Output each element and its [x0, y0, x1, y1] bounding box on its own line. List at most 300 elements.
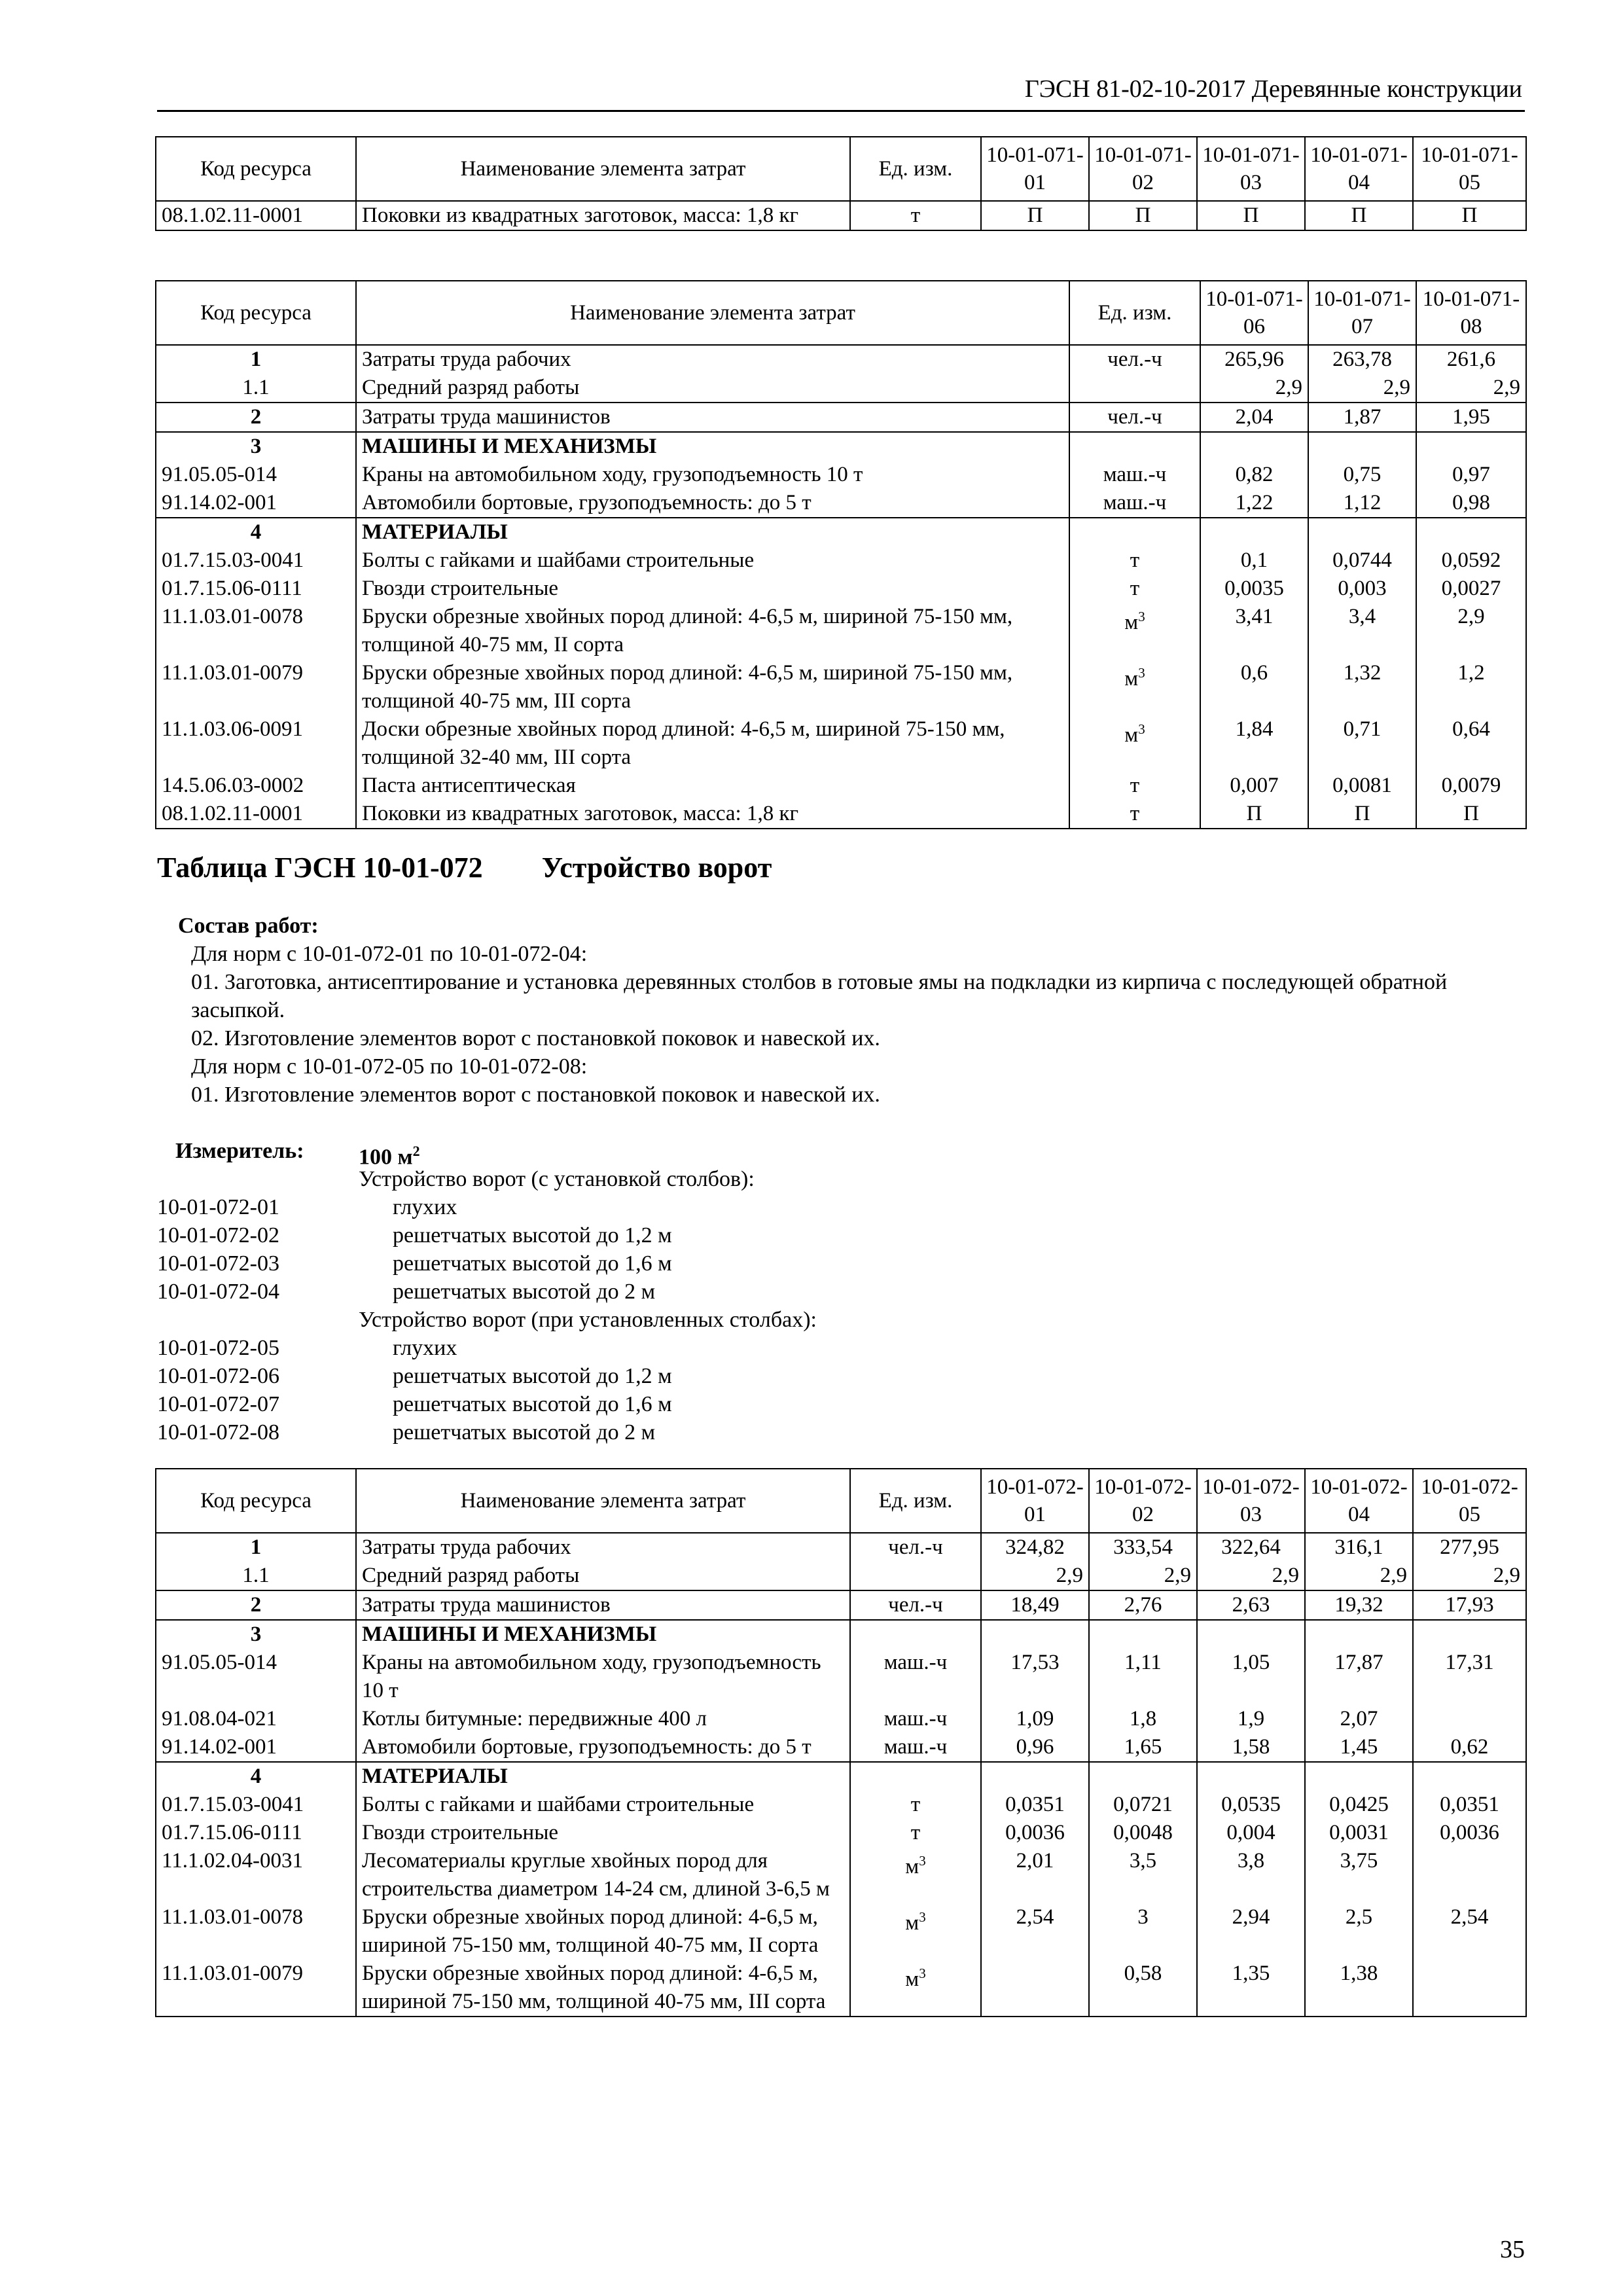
unit	[1069, 772, 1200, 800]
column-header: 10-01-072-03	[1197, 1469, 1305, 1533]
resource-name: Затраты труда рабочих	[356, 1533, 850, 1562]
value-cell: 1,32	[1308, 659, 1416, 715]
value-cell: 0,6	[1200, 659, 1308, 715]
resource-name: Затраты труда рабочих	[356, 345, 1069, 374]
column-header: Наименование элемента затрат	[356, 1469, 850, 1533]
value-cell: 0,0721	[1089, 1791, 1197, 1819]
unit-text: т	[1130, 802, 1140, 825]
value-cell: 0,1	[1200, 547, 1308, 575]
value-cell	[1197, 1762, 1305, 1791]
value-cell: 2,54	[981, 1903, 1089, 1960]
resource-name: Котлы битумные: передвижные 400 л	[356, 1705, 850, 1733]
work-composition	[175, 912, 1524, 1109]
resource-code: 91.14.02-001	[156, 489, 356, 518]
value-cell: 1,38	[1305, 1960, 1413, 2017]
table-header-row	[156, 1469, 1526, 1533]
value-cell: 3	[1089, 1903, 1197, 1960]
unit-text: маш.-ч	[883, 1735, 948, 1759]
table-body	[156, 281, 1526, 829]
unit	[850, 1649, 981, 1705]
column-header: 10-01-071-01	[981, 137, 1089, 201]
table-title: Устройство ворот	[541, 852, 772, 884]
unit	[850, 1733, 981, 1762]
unit	[850, 1960, 981, 2017]
resource-code: 01.7.15.06-0111	[156, 575, 356, 603]
value-cell: 1,2	[1416, 659, 1526, 715]
composition-line: Для норм с 10-01-072-01 по 10-01-072-04:	[191, 942, 588, 966]
value-cell: 1,45	[1305, 1733, 1413, 1762]
unit	[850, 1847, 981, 1903]
measure-unit: 100 $м^2$	[359, 1143, 420, 1170]
resource-code: 91.14.02-001	[156, 1733, 356, 1762]
unit	[850, 1620, 981, 1649]
norm-description: глухих	[393, 1336, 457, 1360]
running-header	[157, 72, 1525, 112]
table-body	[156, 137, 1526, 230]
value-cell: 0,0351	[981, 1791, 1089, 1819]
unit	[1069, 345, 1200, 374]
value-cell: 3,5	[1089, 1847, 1197, 1903]
unit-exponent: 3	[1138, 721, 1145, 737]
composition-line: 01. Заготовка, антисептирование и установка деревянных столбов в готовые ямы на подкладки из кирпича с последующей обратной засыпкой.	[191, 970, 1448, 1022]
value-cell: 2,9	[1416, 374, 1526, 403]
column-header: Код ресурса	[156, 1469, 356, 1533]
value-cell: 261,6	[1416, 345, 1526, 374]
resource-code: 11.1.03.06-0091	[156, 715, 356, 772]
value-cell	[1413, 1847, 1526, 1903]
resource-name: Лесоматериалы круглые хвойных пород для строительства диаметром 14-24 см, длиной 3-6,5 м	[356, 1847, 850, 1903]
table-row	[156, 1705, 1526, 1733]
resource-code: 08.1.02.11-0001	[156, 800, 356, 829]
value-cell: 2,9	[981, 1562, 1089, 1590]
value-cell: 0,007	[1200, 772, 1308, 800]
value-cell: 3,75	[1305, 1847, 1413, 1903]
unit-exponent: 3	[1138, 665, 1145, 681]
column-header: 10-01-072-02	[1089, 1469, 1197, 1533]
composition-line: 02. Изготовление элементов ворот с постановкой поковок и навеской их.	[191, 1026, 880, 1050]
value-cell	[1413, 1960, 1526, 2017]
norm-description: глухих	[393, 1195, 457, 1219]
resource-code: 11.1.03.01-0079	[156, 659, 356, 715]
value-cell: 3,8	[1197, 1847, 1305, 1903]
value-cell	[1089, 1620, 1197, 1649]
unit	[850, 1791, 981, 1819]
value-cell: 0,64	[1416, 715, 1526, 772]
value-cell: 2,9	[1089, 1562, 1197, 1590]
resource-code: 4	[156, 518, 356, 547]
value-cell: 2,94	[1197, 1903, 1305, 1960]
resource-code: 3	[156, 432, 356, 461]
value-cell: 17,31	[1413, 1649, 1526, 1705]
value-cell: 0,96	[981, 1733, 1089, 1762]
value-cell: 324,82	[981, 1533, 1089, 1562]
resource-name: МАШИНЫ И МЕХАНИЗМЫ	[356, 1620, 850, 1649]
resource-name: Средний разряд работы	[356, 374, 1069, 403]
value-cell: 0,58	[1089, 1960, 1197, 2017]
value-cell: 1,05	[1197, 1649, 1305, 1705]
table-row	[156, 1762, 1526, 1791]
resource-name: Поковки из квадратных заготовок, масса: 1,8 кг	[356, 201, 850, 230]
running-header-title: ГЭСН 81-02-10-2017 Деревянные конструкции	[1024, 75, 1522, 103]
value-cell: 2,01	[981, 1847, 1089, 1903]
unit	[850, 1903, 981, 1960]
unit-exponent: 3	[1138, 609, 1145, 624]
value-cell: 2,76	[1089, 1590, 1197, 1620]
resource-name: Доски обрезные хвойных пород длиной: 4-6,5 м, шириной 75-150 мм, толщиной 32-40 мм, III сорта	[356, 715, 1069, 772]
composition-heading: Состав работ:	[178, 914, 319, 938]
value-cell: 0,75	[1308, 461, 1416, 489]
norm-description: решетчатых высотой до 2 м	[393, 1420, 656, 1444]
unit	[850, 1762, 981, 1791]
resource-name: Краны на автомобильном ходу, грузоподъемность 10 т	[356, 461, 1069, 489]
value-cell: 0,0535	[1197, 1791, 1305, 1819]
table-row	[156, 772, 1526, 800]
unit	[1069, 489, 1200, 518]
column-header: 10-01-071-07	[1308, 281, 1416, 345]
value-cell: 17,93	[1413, 1590, 1526, 1620]
norm-description: решетчатых высотой до 1,6 м	[393, 1251, 672, 1276]
table-row	[156, 1903, 1526, 1960]
resource-name: МАТЕРИАЛЫ	[356, 518, 1069, 547]
value-cell: 3,41	[1200, 603, 1308, 659]
value-cell: 265,96	[1200, 345, 1308, 374]
value-cell	[1200, 432, 1308, 461]
norm-description: решетчатых высотой до 2 м	[393, 1280, 656, 1304]
resource-code: 01.7.15.03-0041	[156, 547, 356, 575]
value-cell	[1089, 1762, 1197, 1791]
unit	[1069, 403, 1200, 432]
resource-code: 3	[156, 1620, 356, 1649]
value-cell: 1,58	[1197, 1733, 1305, 1762]
column-header: 10-01-071-05	[1413, 137, 1526, 201]
value-cell: 0,0351	[1413, 1791, 1526, 1819]
column-header: 10-01-072-04	[1305, 1469, 1413, 1533]
column-header: Наименование элемента затрат	[356, 281, 1069, 345]
value-cell: 2,9	[1200, 374, 1308, 403]
value-cell: 0,82	[1200, 461, 1308, 489]
resource-name: Бруски обрезные хвойных пород длиной: 4-6,5 м, шириной 75-150 мм, толщиной 40-75 мм, II сорта	[356, 1903, 850, 1960]
resource-code: 1	[156, 345, 356, 374]
value-cell: 0,0592	[1416, 547, 1526, 575]
table-row	[156, 432, 1526, 461]
table-header-row	[156, 137, 1526, 201]
unit-text: т	[1130, 774, 1140, 797]
table-row	[156, 1590, 1526, 1620]
value-cell	[1305, 1620, 1413, 1649]
unit	[850, 201, 981, 230]
unit-text: т	[1130, 577, 1140, 600]
unit-text: т	[1130, 548, 1140, 572]
value-cell: 0,0744	[1308, 547, 1416, 575]
measure-group-heading: Устройство ворот (при установленных столбах):	[359, 1308, 817, 1332]
value-cell: 0,0036	[981, 1819, 1089, 1847]
resource-name: Затраты труда машинистов	[356, 403, 1069, 432]
value-cell: 1,87	[1308, 403, 1416, 432]
unit-text: т	[910, 204, 921, 227]
resource-table-071-01-05	[155, 136, 1527, 231]
column-header: Наименование элемента затрат	[356, 137, 850, 201]
value-cell	[1416, 518, 1526, 547]
norm-description: решетчатых высотой до 1,2 м	[393, 1364, 672, 1388]
value-cell: 1,22	[1200, 489, 1308, 518]
unit	[1069, 715, 1200, 772]
column-header: 10-01-071-06	[1200, 281, 1308, 345]
table-row	[156, 715, 1526, 772]
unit-text: маш.-ч	[883, 1707, 948, 1731]
resource-name: Поковки из квадратных заготовок, масса: 1,8 кг	[356, 800, 1069, 829]
resource-code: 11.1.03.01-0078	[156, 1903, 356, 1960]
resource-code: 91.08.04-021	[156, 1705, 356, 1733]
value-cell: 1,9	[1197, 1705, 1305, 1733]
value-cell: 17,87	[1305, 1649, 1413, 1705]
unit-text: м	[1124, 611, 1139, 634]
value-cell: 1,65	[1089, 1733, 1197, 1762]
value-cell: 0,0027	[1416, 575, 1526, 603]
value-cell: П	[1416, 800, 1526, 829]
value-cell	[1308, 518, 1416, 547]
unit	[850, 1533, 981, 1562]
unit	[1069, 800, 1200, 829]
unit-text: м	[905, 1967, 919, 1991]
table-header-row	[156, 281, 1526, 345]
table-body	[156, 1469, 1526, 2017]
value-cell	[1197, 1620, 1305, 1649]
value-cell	[1413, 1620, 1526, 1649]
resource-name: Гвозди строительные	[356, 575, 1069, 603]
norm-code: 10-01-072-01	[157, 1195, 279, 1219]
section-title	[157, 851, 772, 884]
unit-text: м	[1124, 723, 1139, 747]
resource-code: 01.7.15.06-0111	[156, 1819, 356, 1847]
unit-text: маш.-ч	[1103, 491, 1167, 514]
resource-name: Краны на автомобильном ходу, грузоподъемность 10 т	[356, 1649, 850, 1705]
resource-name: МАТЕРИАЛЫ	[356, 1762, 850, 1791]
column-header: 10-01-071-04	[1305, 137, 1413, 201]
unit-text: м	[905, 1911, 919, 1935]
value-cell: 0,0048	[1089, 1819, 1197, 1847]
value-cell	[981, 1762, 1089, 1791]
unit-text: т	[910, 1821, 921, 1844]
value-cell	[1416, 432, 1526, 461]
table-row	[156, 345, 1526, 374]
table-row	[156, 201, 1526, 230]
value-cell: 2,9	[1416, 603, 1526, 659]
value-cell: 17,53	[981, 1649, 1089, 1705]
value-cell: 3,4	[1308, 603, 1416, 659]
resource-code: 11.1.03.01-0078	[156, 603, 356, 659]
resource-name: Бруски обрезные хвойных пород длиной: 4-6,5 м, шириной 75-150 мм, толщиной 40-75 мм, III сорта	[356, 1960, 850, 2017]
table-row	[156, 1791, 1526, 1819]
resource-code: 2	[156, 403, 356, 432]
value-cell: 0,004	[1197, 1819, 1305, 1847]
table-row	[156, 575, 1526, 603]
resource-code: 11.1.03.01-0079	[156, 1960, 356, 2017]
norm-code: 10-01-072-02	[157, 1223, 279, 1247]
value-cell: 0,62	[1413, 1733, 1526, 1762]
unit-text: чел.-ч	[888, 1535, 943, 1559]
unit	[1069, 547, 1200, 575]
unit	[850, 1819, 981, 1847]
resource-name: Бруски обрезные хвойных пород длиной: 4-6,5 м, шириной 75-150 мм, толщиной 40-75 мм, III сорта	[356, 659, 1069, 715]
value-cell: 0,98	[1416, 489, 1526, 518]
norm-code: 10-01-072-05	[157, 1336, 279, 1360]
value-cell: 18,49	[981, 1590, 1089, 1620]
unit	[850, 1562, 981, 1590]
table-row	[156, 518, 1526, 547]
table-row	[156, 1649, 1526, 1705]
value-cell	[1413, 1762, 1526, 1791]
value-cell: 1,84	[1200, 715, 1308, 772]
composition-line: Для норм с 10-01-072-05 по 10-01-072-08:	[191, 1054, 588, 1079]
value-cell: П	[981, 201, 1089, 230]
table-row	[156, 1533, 1526, 1562]
value-cell: 0,0425	[1305, 1791, 1413, 1819]
resource-code: 08.1.02.11-0001	[156, 201, 356, 230]
column-header: 10-01-072-01	[981, 1469, 1089, 1533]
norm-code: 10-01-072-07	[157, 1392, 279, 1416]
value-cell: 333,54	[1089, 1533, 1197, 1562]
table-row	[156, 1819, 1526, 1847]
resource-code: 1.1	[156, 1562, 356, 1590]
unit-text: чел.-ч	[888, 1593, 943, 1617]
unit-exponent: 3	[919, 1909, 926, 1925]
column-header: 10-01-071-02	[1089, 137, 1197, 201]
resource-name: Паста антисептическая	[356, 772, 1069, 800]
value-cell: 1,09	[981, 1705, 1089, 1733]
value-cell: 2,5	[1305, 1903, 1413, 1960]
unit	[1069, 461, 1200, 489]
unit	[1069, 659, 1200, 715]
column-header: 10-01-072-05	[1413, 1469, 1526, 1533]
resource-code: 91.05.05-014	[156, 1649, 356, 1705]
value-cell	[1413, 1705, 1526, 1733]
resource-code: 4	[156, 1762, 356, 1791]
column-header: Ед. изм.	[1069, 281, 1200, 345]
unit	[850, 1705, 981, 1733]
value-cell: П	[1308, 800, 1416, 829]
value-cell: П	[1200, 800, 1308, 829]
value-cell: 1,12	[1308, 489, 1416, 518]
resource-code: 2	[156, 1590, 356, 1620]
unit	[1069, 374, 1200, 403]
value-cell: 2,54	[1413, 1903, 1526, 1960]
value-cell: 2,9	[1305, 1562, 1413, 1590]
resource-code: 1	[156, 1533, 356, 1562]
value-cell: 2,63	[1197, 1590, 1305, 1620]
value-cell: 2,07	[1305, 1705, 1413, 1733]
table-row	[156, 1960, 1526, 2017]
column-header: Код ресурса	[156, 137, 356, 201]
resource-table-072-01-05	[155, 1468, 1527, 2017]
value-cell: 0,0079	[1416, 772, 1526, 800]
value-cell: 0,0031	[1305, 1819, 1413, 1847]
table-row	[156, 800, 1526, 829]
resource-name: Болты с гайками и шайбами строительные	[356, 1791, 850, 1819]
value-cell	[981, 1960, 1089, 2017]
value-cell: 0,0035	[1200, 575, 1308, 603]
value-cell	[1200, 518, 1308, 547]
unit-text: маш.-ч	[1103, 463, 1167, 486]
resource-name: Средний разряд работы	[356, 1562, 850, 1590]
unit-text: м	[905, 1855, 919, 1878]
value-cell	[981, 1620, 1089, 1649]
resource-code: 91.05.05-014	[156, 461, 356, 489]
value-cell: 0,97	[1416, 461, 1526, 489]
unit	[1069, 432, 1200, 461]
value-cell	[1308, 432, 1416, 461]
measure-group-heading: Устройство ворот (с установкой столбов):	[359, 1167, 755, 1191]
resource-name: Гвозди строительные	[356, 1819, 850, 1847]
table-row	[156, 1733, 1526, 1762]
value-cell: 2,9	[1308, 374, 1416, 403]
table-row	[156, 1847, 1526, 1903]
value-cell: 263,78	[1308, 345, 1416, 374]
table-row	[156, 489, 1526, 518]
value-cell: 277,95	[1413, 1533, 1526, 1562]
resource-name: Затраты труда машинистов	[356, 1590, 850, 1620]
measure-label: Измеритель:	[175, 1139, 304, 1163]
table-row	[156, 659, 1526, 715]
norm-code: 10-01-072-03	[157, 1251, 279, 1276]
unit	[1069, 603, 1200, 659]
table-row	[156, 547, 1526, 575]
unit-text: маш.-ч	[883, 1651, 948, 1674]
value-cell: П	[1089, 201, 1197, 230]
unit-text: т	[910, 1793, 921, 1816]
table-row	[156, 374, 1526, 403]
value-cell: 0,003	[1308, 575, 1416, 603]
unit-exponent: 3	[919, 1965, 926, 1981]
page-number: 35	[1500, 2236, 1525, 2263]
column-header: Ед. изм.	[850, 1469, 981, 1533]
value-cell: 1,95	[1416, 403, 1526, 432]
composition-line: 01. Изготовление элементов ворот с постановкой поковок и навеской их.	[191, 1083, 880, 1107]
value-cell: П	[1305, 201, 1413, 230]
table-row	[156, 1620, 1526, 1649]
unit	[1069, 575, 1200, 603]
norm-code: 10-01-072-06	[157, 1364, 279, 1388]
value-cell: 1,8	[1089, 1705, 1197, 1733]
value-cell: П	[1413, 201, 1526, 230]
resource-name: МАШИНЫ И МЕХАНИЗМЫ	[356, 432, 1069, 461]
unit-text: чел.-ч	[1107, 348, 1162, 371]
value-cell: П	[1197, 201, 1305, 230]
value-cell: 1,11	[1089, 1649, 1197, 1705]
value-cell	[1305, 1762, 1413, 1791]
resource-name: Автомобили бортовые, грузоподъемность: до 5 т	[356, 1733, 850, 1762]
value-cell: 0,0081	[1308, 772, 1416, 800]
table-row	[156, 461, 1526, 489]
column-header: 10-01-071-08	[1416, 281, 1526, 345]
unit-text: м	[1124, 667, 1139, 691]
value-cell: 2,9	[1197, 1562, 1305, 1590]
value-cell: 2,9	[1413, 1562, 1526, 1590]
table-row	[156, 603, 1526, 659]
value-cell: 316,1	[1305, 1533, 1413, 1562]
resource-name: Бруски обрезные хвойных пород длиной: 4-6,5 м, шириной 75-150 мм, толщиной 40-75 мм, II сорта	[356, 603, 1069, 659]
unit	[850, 1590, 981, 1620]
resource-code: 1.1	[156, 374, 356, 403]
table-label: Таблица ГЭСН 10-01-072	[157, 852, 483, 884]
unit-text: чел.-ч	[1107, 405, 1162, 429]
column-header: Ед. изм.	[850, 137, 981, 201]
resource-code: 01.7.15.03-0041	[156, 1791, 356, 1819]
column-header: Код ресурса	[156, 281, 356, 345]
unit-exponent: 3	[919, 1853, 926, 1869]
resource-name: Болты с гайками и шайбами строительные	[356, 547, 1069, 575]
norm-code: 10-01-072-08	[157, 1420, 279, 1444]
value-cell: 1,35	[1197, 1960, 1305, 2017]
